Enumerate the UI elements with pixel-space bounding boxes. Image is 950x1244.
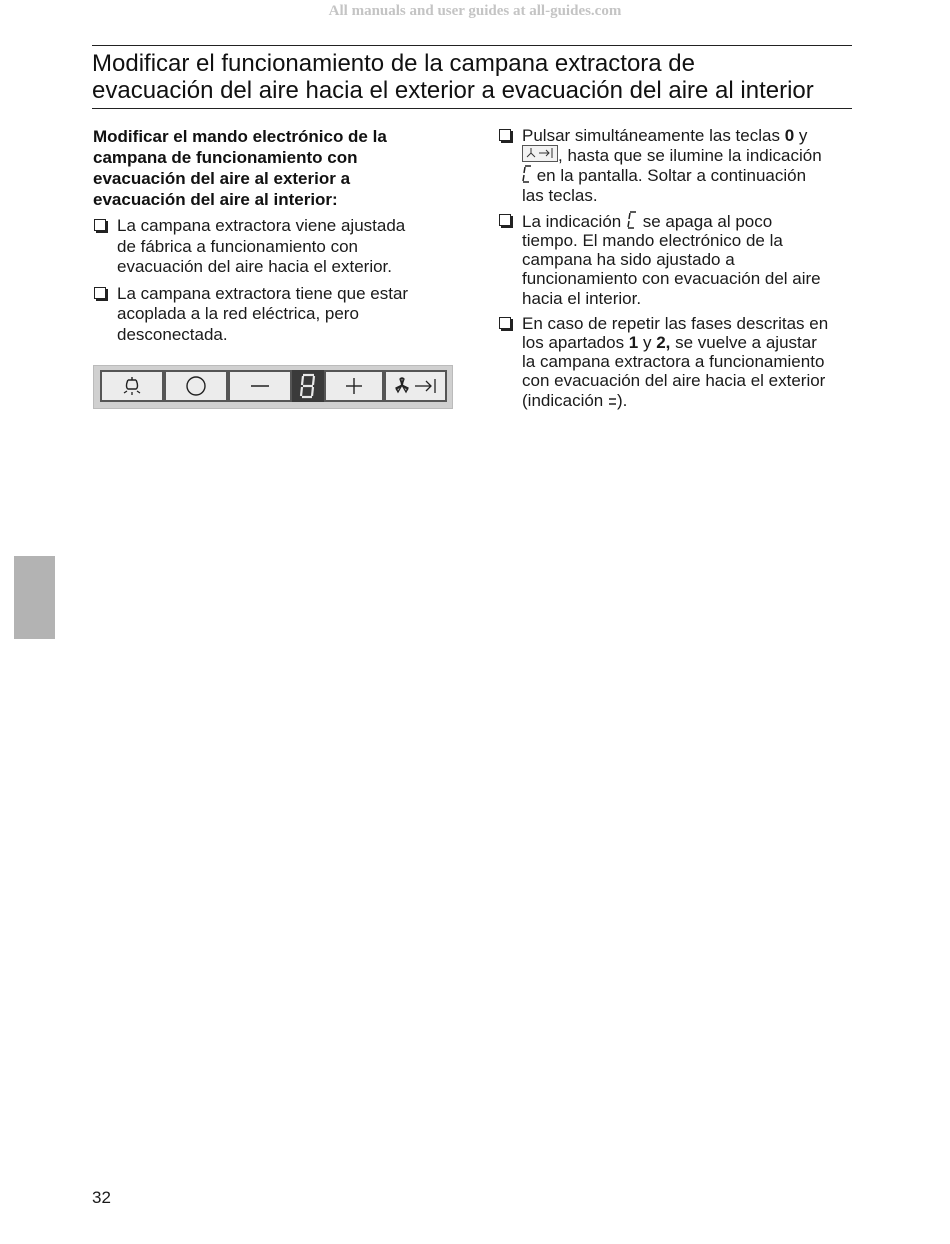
fan-arrow-key-inline [522, 145, 558, 162]
list-item-line [522, 165, 863, 185]
subheading-line-4: evacuación del aire al interior: [93, 190, 338, 209]
power-circle-icon [185, 375, 207, 397]
text-run: Pulsar simultáneamente las teclas [522, 126, 785, 145]
plus-icon [344, 376, 364, 396]
title-top-rule [92, 45, 852, 46]
list-item-line: con evacuación del aire hacia el exterior [522, 371, 826, 391]
list-item-line: de fábrica a funcionamiento con [117, 236, 358, 256]
text-run: se apaga al poco [637, 211, 773, 231]
display-c-symbol-icon [522, 165, 532, 183]
list-item-line [522, 391, 863, 410]
left-column [93, 126, 453, 409]
checkbox-bullet-icon [499, 214, 511, 226]
list-item-line: En caso de repetir las fases descritas en [522, 313, 829, 333]
subheading-line-3: evacuación del aire al exterior a [93, 169, 351, 188]
seven-segment-8-icon [299, 373, 317, 399]
text-run: (indicación [522, 390, 608, 410]
text-run: La indicación [522, 211, 626, 231]
display-c-symbol-icon [626, 211, 638, 229]
subheading-line-2: campana de funcionamiento con [93, 148, 358, 167]
page-number: 32 [92, 1188, 111, 1207]
text-run: se vuelve a ajustar [670, 333, 817, 353]
list-item [498, 126, 863, 205]
text-run: y [794, 126, 808, 145]
subheading-line-1: Modificar el mando electrónico de la [93, 127, 387, 146]
minus-icon [249, 384, 271, 388]
list-item-line: funcionamiento con evacuación del aire [522, 269, 821, 289]
title-bottom-rule [92, 108, 852, 109]
power-key [164, 370, 228, 402]
list-item-line: La campana extractora viene ajustada [117, 216, 406, 235]
list-item-line [522, 211, 863, 231]
text-run: y [638, 333, 657, 353]
section-subheading [93, 126, 453, 210]
light-key [100, 370, 164, 402]
step-number: 1 [628, 333, 639, 353]
page-title-line-1: Modificar el funcionamiento de la campana extractora de [92, 50, 695, 77]
light-icon [120, 375, 144, 397]
list-item [93, 216, 453, 278]
page-title [92, 50, 862, 104]
key-zero-label: 0 [784, 126, 795, 145]
control-panel-illustration [93, 365, 453, 409]
list-item-line: tiempo. El mando electrónico de la [522, 231, 783, 251]
right-column [498, 126, 863, 416]
list-item-line: acoplada a la red eléctrica, pero [117, 304, 359, 323]
list-item-line: hacia el interior. [522, 288, 642, 308]
checkbox-bullet-icon [499, 317, 511, 329]
display-e-symbol-icon [608, 392, 617, 408]
fan-arrow-icon [393, 376, 439, 396]
step-number: 2, [656, 333, 671, 353]
text-run: los apartados [522, 333, 629, 353]
right-checklist [498, 126, 863, 410]
fan-intensive-key [384, 370, 447, 402]
list-item-line [522, 145, 863, 165]
list-item-line: La campana extractora tiene que estar [117, 283, 409, 303]
list-item [93, 284, 453, 346]
text-run: ). [617, 390, 628, 410]
checkbox-bullet-icon [94, 219, 106, 231]
text-run: en la pantalla. Soltar a continuación [532, 166, 807, 186]
list-item [498, 211, 863, 308]
list-item-line: la campana extractora a funcionamiento [522, 352, 825, 372]
side-thumb-tab [14, 556, 55, 639]
minus-key [228, 370, 292, 402]
watermark: All manuals and user guides at all-guides.com [328, 3, 622, 19]
fan-arrow-icon [525, 147, 555, 160]
checkbox-bullet-icon [94, 287, 106, 299]
list-item [498, 314, 863, 410]
text-run: , hasta que se ilumine la indicación [558, 146, 822, 166]
list-item-line: desconectada. [117, 324, 228, 344]
left-checklist [93, 216, 453, 345]
checkbox-bullet-icon [499, 129, 511, 141]
list-item-line [522, 333, 863, 352]
digit-display [292, 370, 324, 402]
plus-key [324, 370, 384, 402]
list-item-line: campana ha sido ajustado a [522, 250, 735, 270]
list-item-line: las teclas. [522, 185, 598, 205]
page-title-line-2: evacuación del aire hacia el exterior a evacuación del aire al interior [92, 77, 814, 104]
list-item-line [522, 126, 863, 145]
list-item-line: evacuación del aire hacia el exterior. [117, 257, 392, 276]
